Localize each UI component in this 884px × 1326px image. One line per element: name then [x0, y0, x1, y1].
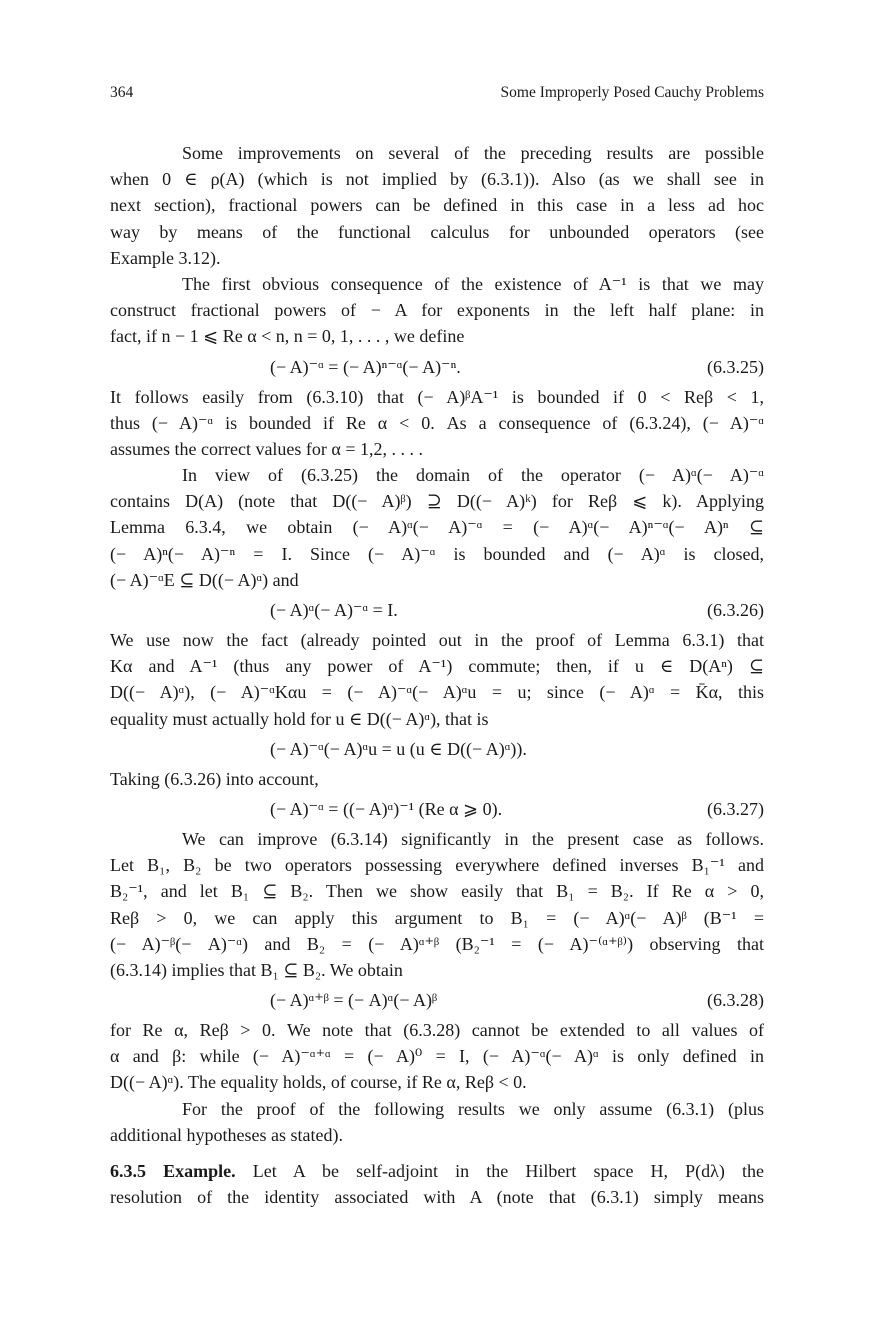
- text-line: assumes the correct values for α = 1,2, . . . .: [110, 438, 423, 459]
- equation-unnumbered: [110, 732, 764, 766]
- equation-expression: (− A)⁻ᵅ(− A)ᵅu = u (u ∈ D((− A)ᵅ)).: [270, 738, 527, 759]
- equation-expression: (− A)⁻ᵅ = ((− A)ᵅ)⁻¹ (Re α ⩾ 0).: [270, 798, 503, 819]
- equation-6-3-27: [110, 792, 764, 826]
- text-line: D((− A)ᵅ), (− A)⁻ᵅKαu = (− A)⁻ᵅ(− A)ᵅu = u; since (− A)ᵅ = K̄α, this: [110, 682, 764, 703]
- section-gap: [110, 1148, 764, 1158]
- equation-number: (6.3.27): [707, 798, 764, 819]
- text-line: α and β: while (− A)⁻ᵅ⁺ᵅ = (− A)⁰ = I, (− A)⁻ᵅ(− A)ᵅ is only defined in: [110, 1046, 764, 1067]
- equation-expression: (− A)ᵅ(− A)⁻ᵅ = I.: [270, 600, 398, 620]
- text-line: Let B₁, B₂ be two operators possessing everywhere defined inverses B₁⁻¹ and: [110, 855, 764, 876]
- text-line: The first obvious consequence of the existence of A⁻¹ is that we may: [182, 273, 764, 294]
- text-line: Lemma 6.3.4, we obtain (− A)ᵅ(− A)⁻ᵅ = (− A)ᵅ(− A)ⁿ⁻ᵅ(− A)ⁿ ⊆: [110, 517, 764, 538]
- text-line: We use now the fact (already pointed out in the proof of Lemma 6.3.1) that: [110, 630, 764, 650]
- equation-expression: (− A)⁻ᵅ = (− A)ⁿ⁻ᵅ(− A)⁻ⁿ.: [270, 356, 461, 377]
- page-number: 364: [110, 84, 134, 101]
- text-line: (− A)⁻ᵅE ⊆ D((− A)ᵅ) and: [110, 569, 299, 590]
- example-text: Let A be self-adjoint in the Hilbert space H, P(dλ) the: [252, 1161, 764, 1181]
- text-line: We can improve (6.3.14) significantly in the present case as follows.: [182, 828, 764, 849]
- text-line: contains D(A) (note that D((− A)ᵝ) ⊇ D((− A)ᵏ) for Reβ ⩽ k). Applying: [110, 491, 764, 512]
- running-title: Some Improperly Posed Cauchy Problems: [500, 84, 764, 101]
- running-header: [110, 84, 764, 108]
- equation-6-3-26: [110, 593, 764, 627]
- text-line: for Re α, Reβ > 0. We note that (6.3.28) cannot be extended to all values of: [110, 1020, 764, 1041]
- text-line: Kα and A⁻¹ (thus any power of A⁻¹) commute; then, if u ∈ D(Aⁿ) ⊆: [110, 656, 764, 677]
- text-line: For the proof of the following results we only assume (6.3.1) (plus: [182, 1098, 764, 1119]
- text-line: It follows easily from (6.3.10) that (− A)ᵝA⁻¹ is bounded if 0 < Reβ < 1,: [110, 386, 764, 407]
- text-line: (− A)⁻ᵝ(− A)⁻ᵅ) and B₂ = (− A)ᵅ⁺ᵝ (B₂⁻¹ = (− A)⁻⁽ᵅ⁺ᵝ⁾) observing that: [110, 933, 764, 954]
- text-line: resolution of the identity associated with A (note that (6.3.1) simply means: [110, 1187, 764, 1208]
- text-line: In view of (6.3.25) the domain of the operator (− A)ᵅ(− A)⁻ᵅ: [182, 465, 764, 486]
- text-line: B₂⁻¹, and let B₁ ⊆ B₂. Then we show easily that B₁ = B₂. If Re α > 0,: [110, 881, 764, 902]
- text-line: Some improvements on several of the preceding results are possible: [182, 143, 764, 163]
- equation-number: (6.3.28): [707, 990, 764, 1011]
- page-body: [110, 140, 764, 1210]
- text-line: Taking (6.3.26) into account,: [110, 768, 319, 789]
- equation-number: (6.3.26): [707, 600, 764, 620]
- example-first-line: [110, 1158, 764, 1184]
- text-line: (− A)ⁿ(− A)⁻ⁿ = I. Since (− A)⁻ᵅ is bounded and (− A)ᵅ is closed,: [110, 543, 764, 564]
- text-line: (6.3.14) implies that B₁ ⊆ B₂. We obtain: [110, 959, 403, 980]
- equation-6-3-28: [110, 983, 764, 1017]
- text-line: Reβ > 0, we can apply this argument to B₁ = (− A)ᵅ(− A)ᵝ (B⁻¹ =: [110, 907, 764, 928]
- equation-number: (6.3.25): [707, 356, 764, 377]
- text-line: D((− A)ᵅ). The equality holds, of course, if Re α, Reβ < 0.: [110, 1072, 527, 1093]
- text-line: construct fractional powers of − A for exponents in the left half plane: in: [110, 300, 764, 321]
- text-line: additional hypotheses as stated).: [110, 1124, 343, 1145]
- text-line: equality must actually hold for u ∈ D((− A)ᵅ), that is: [110, 708, 489, 729]
- text-line: when 0 ∈ ρ(A) (which is not implied by (6.3.1)). Also (as we shall see in: [110, 169, 764, 190]
- equation-6-3-25: [110, 350, 764, 384]
- equation-expression: (− A)ᵅ⁺ᵝ = (− A)ᵅ(− A)ᵝ: [270, 990, 438, 1011]
- text-line: way by means of the functional calculus for unbounded operators (see: [110, 221, 764, 242]
- text-line: fact, if n − 1 ⩽ Re α < n, n = 0, 1, . . . , we define: [110, 326, 465, 347]
- text-line: next section), fractional powers can be defined in this case in a less ad hoc: [110, 195, 764, 216]
- example-heading: 6.3.5 Example.: [110, 1161, 236, 1181]
- text-line: Example 3.12).: [110, 247, 221, 268]
- text-line: thus (− A)⁻ᵅ is bounded if Re α < 0. As a consequence of (6.3.24), (− A)⁻ᵅ: [110, 412, 764, 433]
